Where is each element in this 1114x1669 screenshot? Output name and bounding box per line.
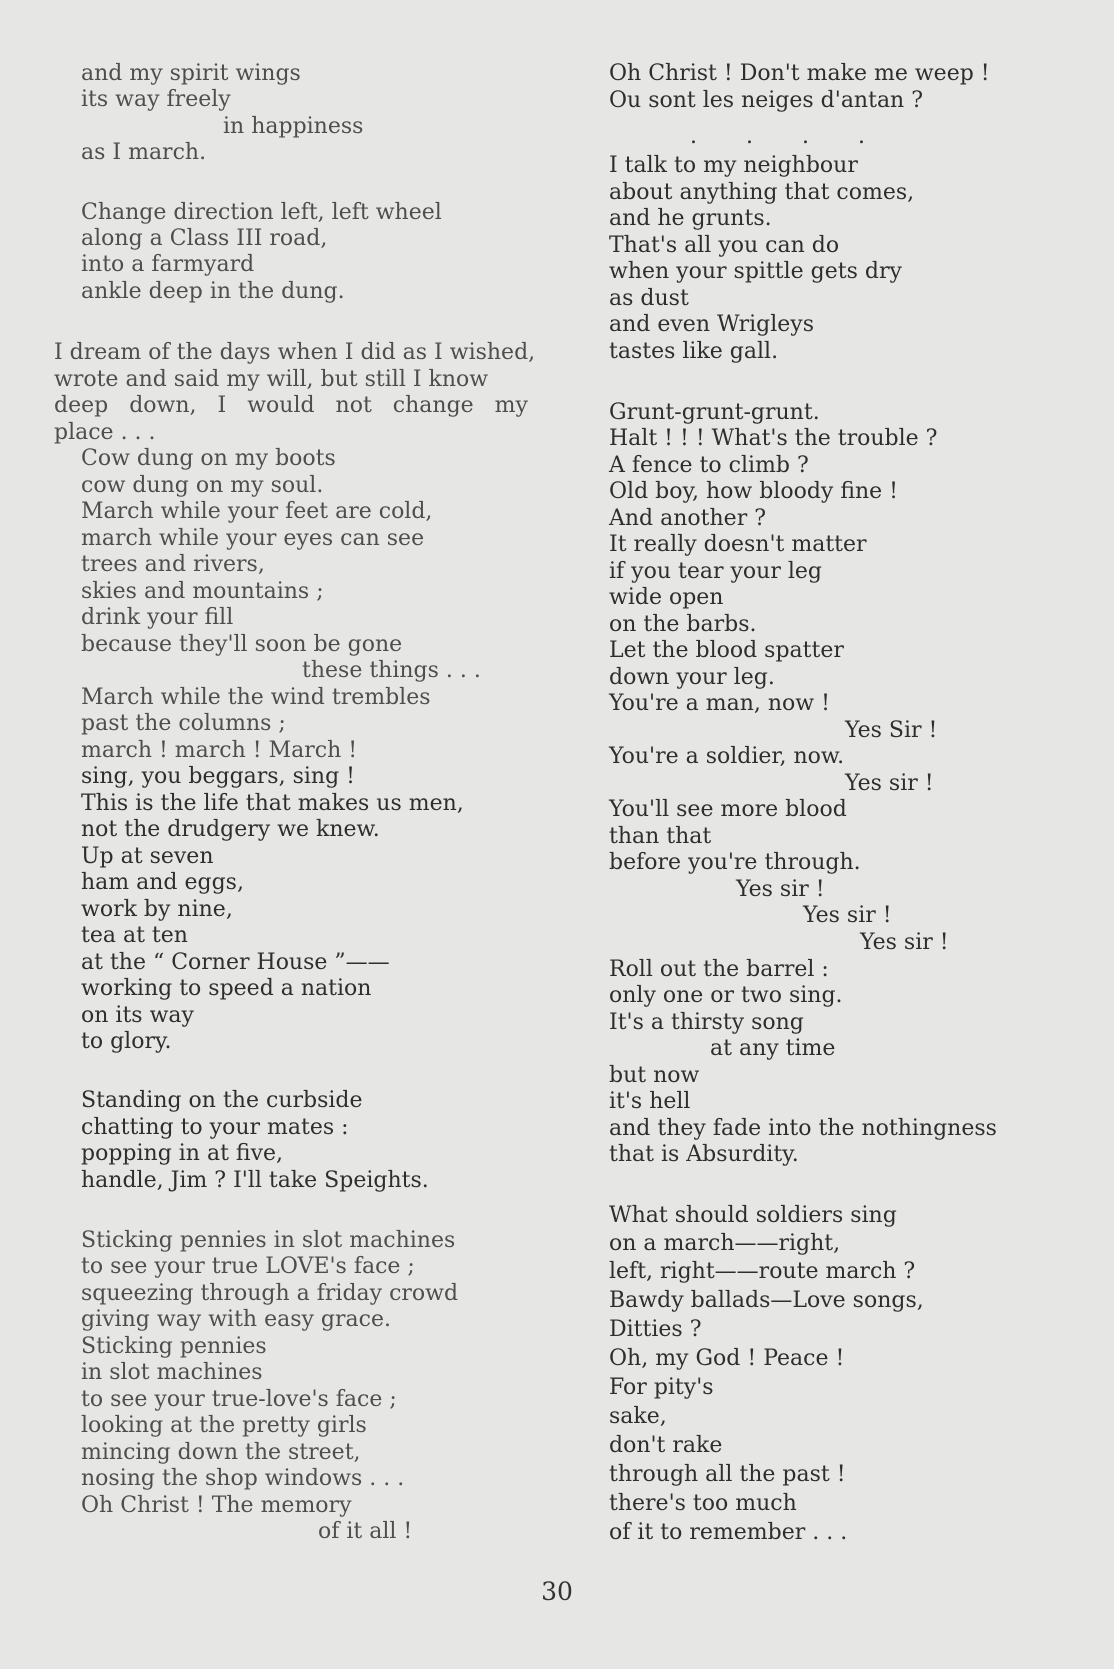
- poem-line: trees and rivers,: [81, 552, 265, 577]
- poem-line: ham and eggs,: [81, 870, 244, 895]
- poem-line: march ! march ! March !: [81, 738, 358, 763]
- poem-line: in happiness: [223, 114, 364, 139]
- poem-line: to see your true-love's face ;: [81, 1387, 397, 1412]
- poem-line: skies and mountains ;: [81, 579, 324, 604]
- poem-line: and even Wrigleys: [609, 312, 815, 337]
- poem-line: That's all you can do: [609, 233, 840, 258]
- poem-line: only one or two sing.: [609, 983, 843, 1008]
- poem-line: It's a thirsty song: [609, 1010, 804, 1035]
- poem-line: A fence to climb ?: [609, 453, 809, 478]
- poem-line: about anything that comes,: [609, 180, 915, 205]
- poem-line: place . . .: [54, 420, 156, 445]
- poem-line: It really doesn't matter: [609, 532, 867, 557]
- poem-line: Standing on the curbside: [81, 1088, 363, 1113]
- poem-line: Sticking pennies: [81, 1334, 267, 1359]
- poem-line: squeezing through a friday crowd: [81, 1281, 459, 1306]
- poem-line: cow dung on my soul.: [81, 473, 324, 498]
- poem-line: march while your eyes can see: [81, 526, 425, 551]
- poem-line: You're a man, now !: [609, 691, 830, 716]
- poem-line: than that: [609, 824, 712, 849]
- poem-line: of it all !: [318, 1519, 413, 1544]
- poem-line: if you tear your leg: [609, 559, 822, 584]
- poem-line: mincing down the street,: [81, 1440, 361, 1465]
- poem-line: its way freely: [81, 87, 231, 112]
- poem-line: because they'll soon be gone: [81, 632, 403, 657]
- poem-line: work by nine,: [81, 897, 233, 922]
- poem-line: in slot machines: [81, 1360, 263, 1385]
- poem-line: Let the blood spatter: [609, 638, 844, 663]
- poem-line: deep down, I would not change my: [54, 393, 528, 418]
- poem-line: Up at seven: [81, 844, 214, 869]
- poem-line: chatting to your mates :: [81, 1115, 349, 1140]
- poem-line: Ou sont les neiges d'antan ?: [609, 88, 924, 113]
- poem-line: sake,: [609, 1404, 667, 1429]
- poem-line: wide open: [609, 585, 724, 610]
- poem-line: handle, Jim ? I'll take Speights.: [81, 1168, 429, 1193]
- poem-line: Roll out the barrel :: [609, 957, 829, 982]
- poem-line: You're a soldier, now.: [609, 744, 845, 769]
- poem-line: when your spittle gets dry: [609, 259, 902, 284]
- poem-line: . . . .: [690, 124, 865, 149]
- poem-line: on its way: [81, 1003, 194, 1028]
- poem-line: Yes sir !: [803, 903, 892, 928]
- poem-line: drink your fill: [81, 605, 234, 630]
- poem-line: March while the wind trembles: [81, 685, 431, 710]
- poem-line: And another ?: [609, 506, 766, 531]
- poem-line: don't rake: [609, 1433, 723, 1458]
- poem-line: down your leg.: [609, 665, 775, 690]
- poem-line: Yes sir !: [845, 771, 934, 796]
- poem-line: at the “ Corner House ”——: [81, 950, 390, 975]
- poem-line: giving way with easy grace.: [81, 1307, 391, 1332]
- poem-line: it's hell: [609, 1089, 691, 1114]
- poem-line: not the drudgery we knew.: [81, 817, 380, 842]
- poem-line: on a march——right,: [609, 1231, 841, 1256]
- poem-line: at any time: [710, 1036, 836, 1061]
- poem-line: wrote and said my will, but still I know: [54, 367, 489, 392]
- poem-line: Yes sir !: [736, 877, 825, 902]
- poem-line: tastes like gall.: [609, 339, 779, 364]
- poem-line: as dust: [609, 286, 689, 311]
- poem-line: Ditties ?: [609, 1317, 702, 1342]
- poem-line: but now: [609, 1063, 700, 1088]
- poem-line: Halt ! ! ! What's the trouble ?: [609, 426, 938, 451]
- poem-line: sing, you beggars, sing !: [81, 764, 355, 789]
- poem-line: I dream of the days when I did as I wished,: [54, 340, 536, 365]
- poem-line: This is the life that makes us men,: [81, 791, 464, 816]
- poem-line: of it to remember . . .: [609, 1520, 848, 1545]
- poem-line: along a Class III road,: [81, 226, 328, 251]
- poem-line: For pity's: [609, 1375, 714, 1400]
- poem-line: to see your true LOVE's face ;: [81, 1254, 415, 1279]
- poem-line: past the columns ;: [81, 711, 286, 736]
- poem-line: nosing the shop windows . . .: [81, 1466, 405, 1491]
- poem-line: left, right——route march ?: [609, 1259, 916, 1284]
- poem-line: ankle deep in the dung.: [81, 279, 345, 304]
- poem-line: on the barbs.: [609, 612, 757, 637]
- poem-line: working to speed a nation: [81, 976, 372, 1001]
- poem-line: and my spirit wings: [81, 61, 301, 86]
- poem-line: as I march.: [81, 140, 207, 165]
- poem-line: Cow dung on my boots: [81, 446, 336, 471]
- poem-line: Oh Christ ! The memory: [81, 1493, 352, 1518]
- poem-line: Sticking pennies in slot machines: [81, 1228, 456, 1253]
- poem-line: I talk to my neighbour: [609, 153, 858, 178]
- poem-line: and he grunts.: [609, 206, 772, 231]
- poem-line: Change direction left, left wheel: [81, 200, 442, 225]
- poem-line: What should soldiers sing: [609, 1203, 897, 1228]
- poem-line: Oh, my God ! Peace !: [609, 1346, 845, 1371]
- poem-line: Yes sir !: [860, 930, 949, 955]
- poem-line: Yes Sir !: [845, 718, 938, 743]
- poem-line: and they fade into the nothingness: [609, 1116, 997, 1141]
- page-number: 30: [541, 1577, 573, 1606]
- poem-line: popping in at five,: [81, 1141, 284, 1166]
- poem-line: to glory.: [81, 1029, 172, 1054]
- poem-line: Old boy, how bloody fine !: [609, 479, 899, 504]
- poem-line: Bawdy ballads—Love songs,: [609, 1288, 924, 1313]
- poem-line: before you're through.: [609, 850, 861, 875]
- poem-line: March while your feet are cold,: [81, 499, 433, 524]
- poem-line: that is Absurdity.: [609, 1142, 799, 1167]
- poem-line: there's too much: [609, 1491, 797, 1516]
- poem-line: into a farmyard: [81, 252, 255, 277]
- poem-line: Oh Christ ! Don't make me weep !: [609, 61, 990, 86]
- poem-line: looking at the pretty girls: [81, 1413, 367, 1438]
- poem-line: Grunt-grunt-grunt.: [609, 400, 820, 425]
- poem-line: through all the past !: [609, 1462, 846, 1487]
- poem-line: tea at ten: [81, 923, 188, 948]
- poem-line: You'll see more blood: [609, 797, 847, 822]
- poem-line: these things . . .: [302, 658, 481, 683]
